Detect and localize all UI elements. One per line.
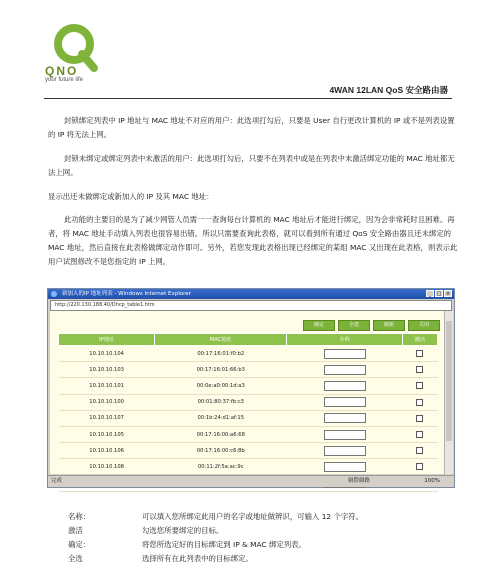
close-button[interactable]: 关闭 [408, 320, 440, 331]
cell-ip: 10.10.10.100 [59, 394, 155, 410]
close-window-button[interactable]: × [445, 291, 451, 297]
zoom-level[interactable]: 100% [424, 478, 440, 484]
table-row [59, 443, 438, 459]
cell-ip: 10.10.10.108 [59, 459, 155, 475]
def-term: 激活 [68, 526, 83, 535]
cell-mac: 00:17:16:01:f0:b2 [155, 346, 287, 362]
def-desc: 选择所有在此列表中的目标绑定。 [142, 554, 253, 563]
cell-mac: 00:17:16:00:a6:68 [155, 426, 287, 442]
table-row [59, 459, 438, 475]
cell-mac: 00:11:2f:5a:ac:9c [155, 459, 287, 475]
def-term: 名称： [68, 512, 91, 521]
table-row [59, 378, 438, 394]
paragraph-show-new: 显示出还未做绑定或新加入的 IP 及其 MAC 地址： [48, 192, 214, 201]
name-input[interactable] [324, 413, 366, 423]
refresh-button[interactable]: 刷新 [373, 320, 405, 331]
window-title: 新加入的IP 地址列表 - Windows Internet Explorer [62, 291, 191, 297]
maximize-button[interactable]: □ [436, 291, 442, 297]
def-desc: 可以填入您所绑定此用户的名字或地址做辨识，可输入 12 个字符。 [142, 512, 364, 521]
cell-ip: 10.10.10.101 [59, 378, 155, 394]
column-activate: 激活 [402, 334, 437, 346]
activate-checkbox[interactable] [416, 447, 423, 454]
activate-checkbox[interactable] [416, 399, 423, 406]
cell-mac: 00:17:16:01:66:b3 [155, 362, 287, 378]
table-row [59, 426, 438, 442]
name-input[interactable] [324, 446, 366, 456]
table-row [59, 362, 438, 378]
status-zone: 網際網路 [348, 478, 371, 484]
page-content [50, 311, 444, 474]
confirm-button[interactable]: 确定 [303, 320, 335, 331]
ie-icon [51, 291, 57, 297]
select-all-button[interactable]: 全选 [338, 320, 370, 331]
status-done: 完成 [51, 478, 63, 484]
address-bar[interactable]: http://220.130.188.40/Dhcp_table1.htm [50, 300, 452, 311]
minimize-button[interactable]: _ [426, 290, 434, 297]
table-row [59, 410, 438, 426]
cell-ip: 10.10.10.103 [59, 362, 155, 378]
name-input[interactable] [324, 462, 366, 472]
document-title: 4WAN 12LAN QoS 安全路由器 [329, 85, 448, 95]
cell-mac: 00:17:16:00:c6:8b [155, 443, 287, 459]
column-ip: IP地址 [59, 334, 155, 346]
activate-checkbox[interactable] [416, 463, 423, 470]
table-row [59, 346, 438, 362]
paragraph-block-mismatch: 封锁绑定列表中 IP 地址与 MAC 地址不对应的用户：此选项打勾后，只要是 User 自行更改计算机的 IP 或不是列表设置的 IP 将无法上网。 [48, 116, 455, 139]
activate-checkbox[interactable] [416, 382, 423, 389]
name-input[interactable] [324, 349, 366, 359]
activate-checkbox[interactable] [416, 366, 423, 373]
name-input[interactable] [324, 397, 366, 407]
header-rule [44, 98, 452, 99]
ie-window [47, 288, 455, 488]
cell-ip: 10.10.10.106 [59, 443, 155, 459]
name-input[interactable] [324, 430, 366, 440]
def-term: 确定： [68, 540, 91, 549]
table-row [59, 394, 438, 410]
def-desc: 将您所选定好的目标绑定到 IP & MAC 绑定列表。 [142, 540, 306, 549]
cell-mac: 00:1b:24:d1:af:15 [155, 410, 287, 426]
new-ip-table [58, 333, 438, 492]
cell-ip: 10.10.10.107 [59, 410, 155, 426]
def-term: 全选 [68, 554, 83, 563]
window-titlebar [48, 289, 454, 299]
column-name: 名称 [287, 334, 402, 346]
vertical-scrollbar[interactable] [444, 311, 453, 474]
cell-ip: 10.10.10.105 [59, 426, 155, 442]
brand-name: QNO [45, 64, 79, 78]
brand-tagline: your future life [45, 77, 84, 83]
name-input[interactable] [324, 381, 366, 391]
activate-checkbox[interactable] [416, 350, 423, 357]
activate-checkbox[interactable] [416, 431, 423, 438]
name-input[interactable] [324, 365, 366, 375]
paragraph-purpose: 此功能的主要目的是为了减少网管人员需一一查询每台计算机的 MAC 地址后才能进行绑定，因为会非常耗时且困难。再者，将 MAC 地址手动填入列表也很容易出错。所以只需要查询此表格，就可以看到所有通过 QoS 安全路由器且还未绑定的 MAC 地址，然后直接在此表格做绑定动作即可。另外，若您发现此表格出现已经绑定的某组 MAC 又出现在此表格，则表示此用户试图修改不是您指定的 IP 上网。 [48, 215, 458, 266]
cell-ip: 10.10.10.104 [59, 346, 155, 362]
cell-mac: 00:0e:a0:00:1d:a3 [155, 378, 287, 394]
paragraph-block-unbound: 封锁未绑定或绑定列表中未激活的用户：此选项打勾后，只要不在列表中或是在列表中未激活绑定功能的 MAC 地址都无法上网。 [48, 154, 455, 177]
cell-mac: 00:01:80:37:fb:c3 [155, 394, 287, 410]
column-mac: MAC地址 [155, 334, 287, 346]
def-desc: 勾选您所要绑定的目标。 [142, 526, 224, 535]
status-bar [48, 475, 454, 487]
activate-checkbox[interactable] [416, 415, 423, 422]
